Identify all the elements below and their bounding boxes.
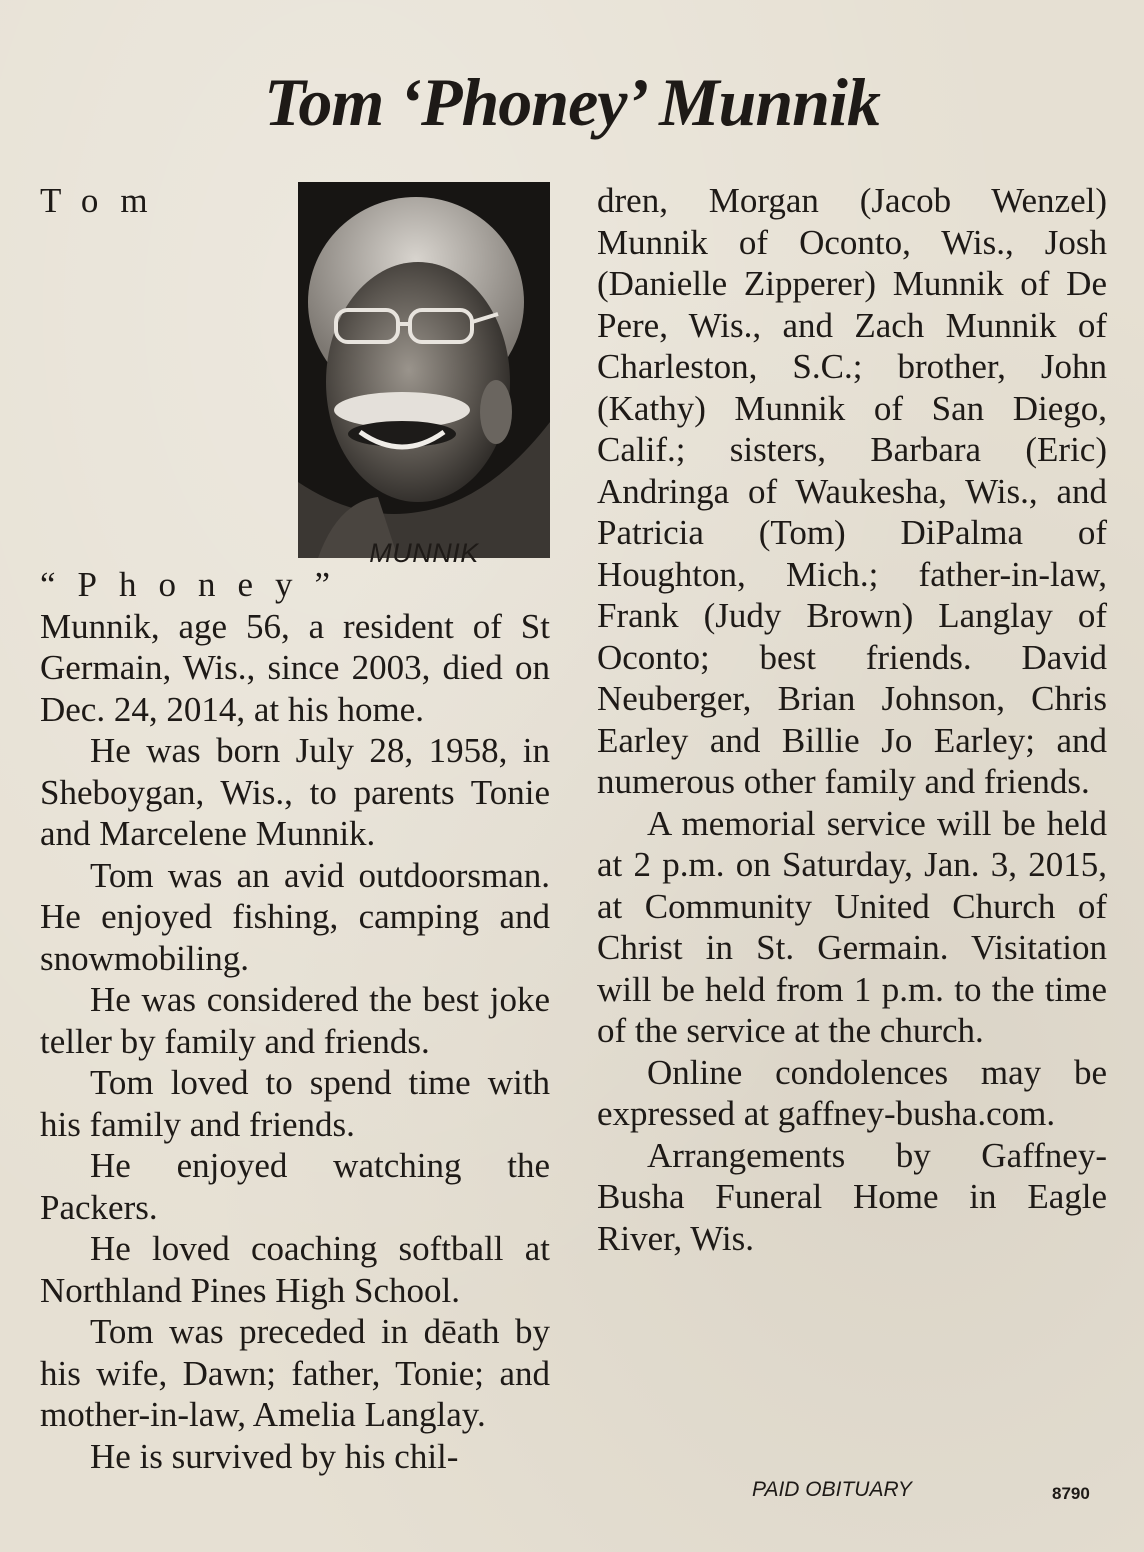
paragraph-softball: He loved coaching softball at Northland Pines High School. [40, 1229, 550, 1310]
opening-nickname: “Phoney” [40, 565, 353, 604]
paragraph-condolences: Online condolences may be expressed at gaffney-busha.com. [597, 1052, 1107, 1133]
paragraph-survived-continued: dren, Morgan (Jacob Wenzel) Munnik of Oconto, Wis., Josh (Danielle Zipperer) Munnik of De Pere, Wis., and Zach Munnik of Charleston, S.C.; brother, John (Kathy) Munnik of San Diego, Calif.; sisters, Barbara (Eric) Andringa of Waukesha, Wis., and Patricia (Tom) DiPalma of Houghton, Mich.; father-in-law, Frank (Judy Brown) Langlay of Oconto; best friends. David Neuberger, Brian Johnson, Chris Earley and Billie Jo Earley; and numerous other family and friends. [597, 181, 1107, 801]
paragraph-survived-start: He is survived by his chil- [90, 1436, 459, 1476]
photo-caption: MUNNIK [369, 538, 479, 568]
opening-rest: Munnik, age 56, a resident of St Germain, Wis., since 2003, died on Dec. 24, 2014, at his home. [40, 606, 550, 729]
paragraph-family: Tom loved to spend time with his family and friends. [40, 1063, 550, 1144]
opening-name: Tom [40, 181, 170, 220]
paragraph-born: He was born July 28, 1958, in Sheboygan, Wis., to parents Tonie and Marcelene Munnik. [40, 731, 550, 853]
portrait-photo [298, 182, 550, 568]
right-column [597, 180, 1107, 1259]
portrait-image [298, 182, 550, 558]
paragraph-packers: He enjoyed watching the Packers. [40, 1146, 550, 1227]
paragraph-preceded: Tom was preceded in dēath by his wife, Dawn; father, Tonie; and mother-in-law, Amelia Langlay. [40, 1312, 550, 1434]
paragraph-joke-teller: He was considered the best joke teller by family and friends. [40, 980, 550, 1061]
paragraph-memorial: A memorial service will be held at 2 p.m. on Saturday, Jan. 3, 2015, at Community United Church of Christ in St. Germain. Visitation will be held from 1 p.m. to the time of the service at the church. [597, 803, 1107, 1050]
ad-code: 8790 [1052, 1484, 1090, 1503]
paragraph-arrangements: Arrangements by Gaffney-Busha Funeral Home in Eagle River, Wis. [597, 1135, 1107, 1258]
paragraph-outdoors: Tom was an avid outdoorsman. He enjoyed fishing, camping and snowmobiling. [40, 855, 550, 978]
paid-obituary-label: PAID OBITUARY [752, 1478, 912, 1501]
obituary-title: Tom ‘Phoney’ Munnik [264, 64, 880, 140]
left-column [40, 180, 550, 1477]
